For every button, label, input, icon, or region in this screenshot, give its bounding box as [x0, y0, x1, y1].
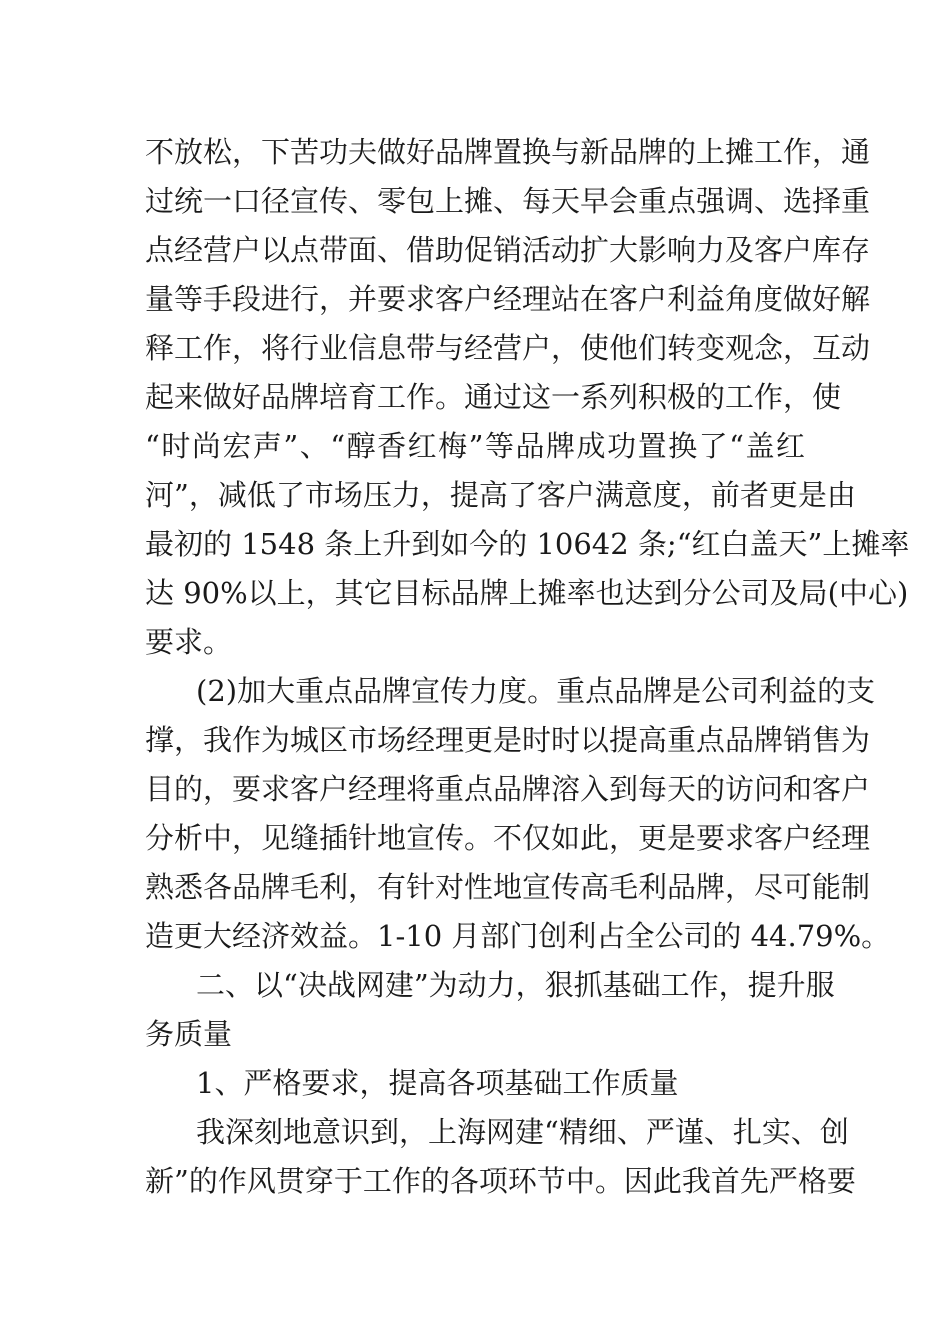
- text-line: 达 90%以上，其它目标品牌上摊率也达到分公司及局(中心): [145, 576, 909, 610]
- text-line: 点经营户以点带面、借助促销活动扩大影响力及客户库存: [145, 233, 871, 267]
- text-line: 起来做好品牌培育工作。通过这一系列积极的工作，使: [145, 380, 842, 414]
- text-line: 目的，要求客户经理将重点品牌溶入到每天的访问和客户: [145, 772, 871, 806]
- text-line: “时尚宏声”、“醇香红梅”等品牌成功置换了“盖红: [145, 429, 805, 463]
- text-line: 最初的 1548 条上升到如今的 10642 条;“红白盖天”上摊率: [145, 527, 910, 561]
- text-line: 过统一口径宣传、零包上摊、每天早会重点强调、选择重: [145, 184, 871, 218]
- text-line: 熟悉各品牌毛利，有针对性地宣传高毛利品牌，尽可能制: [145, 870, 871, 904]
- text-line: 释工作，将行业信息带与经营户，使他们转变观念，互动: [145, 331, 871, 365]
- text-line: 造更大经济效益。1-10 月部门创利占全公司的 44.79%。: [145, 919, 891, 953]
- text-line: 要求。: [145, 625, 233, 659]
- text-line: 新”的作风贯穿于工作的各项环节中。因此我首先严格要: [145, 1164, 856, 1198]
- paragraph-first-line: 我深刻地意识到，上海网建“精细、严谨、扎实、创: [196, 1115, 849, 1149]
- subsection-heading: 1、严格要求，提高各项基础工作质量: [196, 1066, 679, 1100]
- text-line: 量等手段进行，并要求客户经理站在客户利益角度做好解: [145, 282, 871, 316]
- paragraph-first-line: (2)加大重点品牌宣传力度。重点品牌是公司利益的支: [196, 674, 876, 708]
- text-line: 分析中，见缝插针地宣传。不仅如此，更是要求客户经理: [145, 821, 871, 855]
- section-heading-continued: 务质量: [145, 1017, 233, 1051]
- section-heading: 二、以“决战网建”为动力，狠抓基础工作，提升服: [196, 968, 835, 1002]
- text-line: 不放松，下苦功夫做好品牌置换与新品牌的上摊工作，通: [145, 135, 871, 169]
- text-line: 撑，我作为城区市场经理更是时时以提高重点品牌销售为: [145, 723, 871, 757]
- text-line: 河”，减低了市场压力，提高了客户满意度，前者更是由: [145, 478, 856, 512]
